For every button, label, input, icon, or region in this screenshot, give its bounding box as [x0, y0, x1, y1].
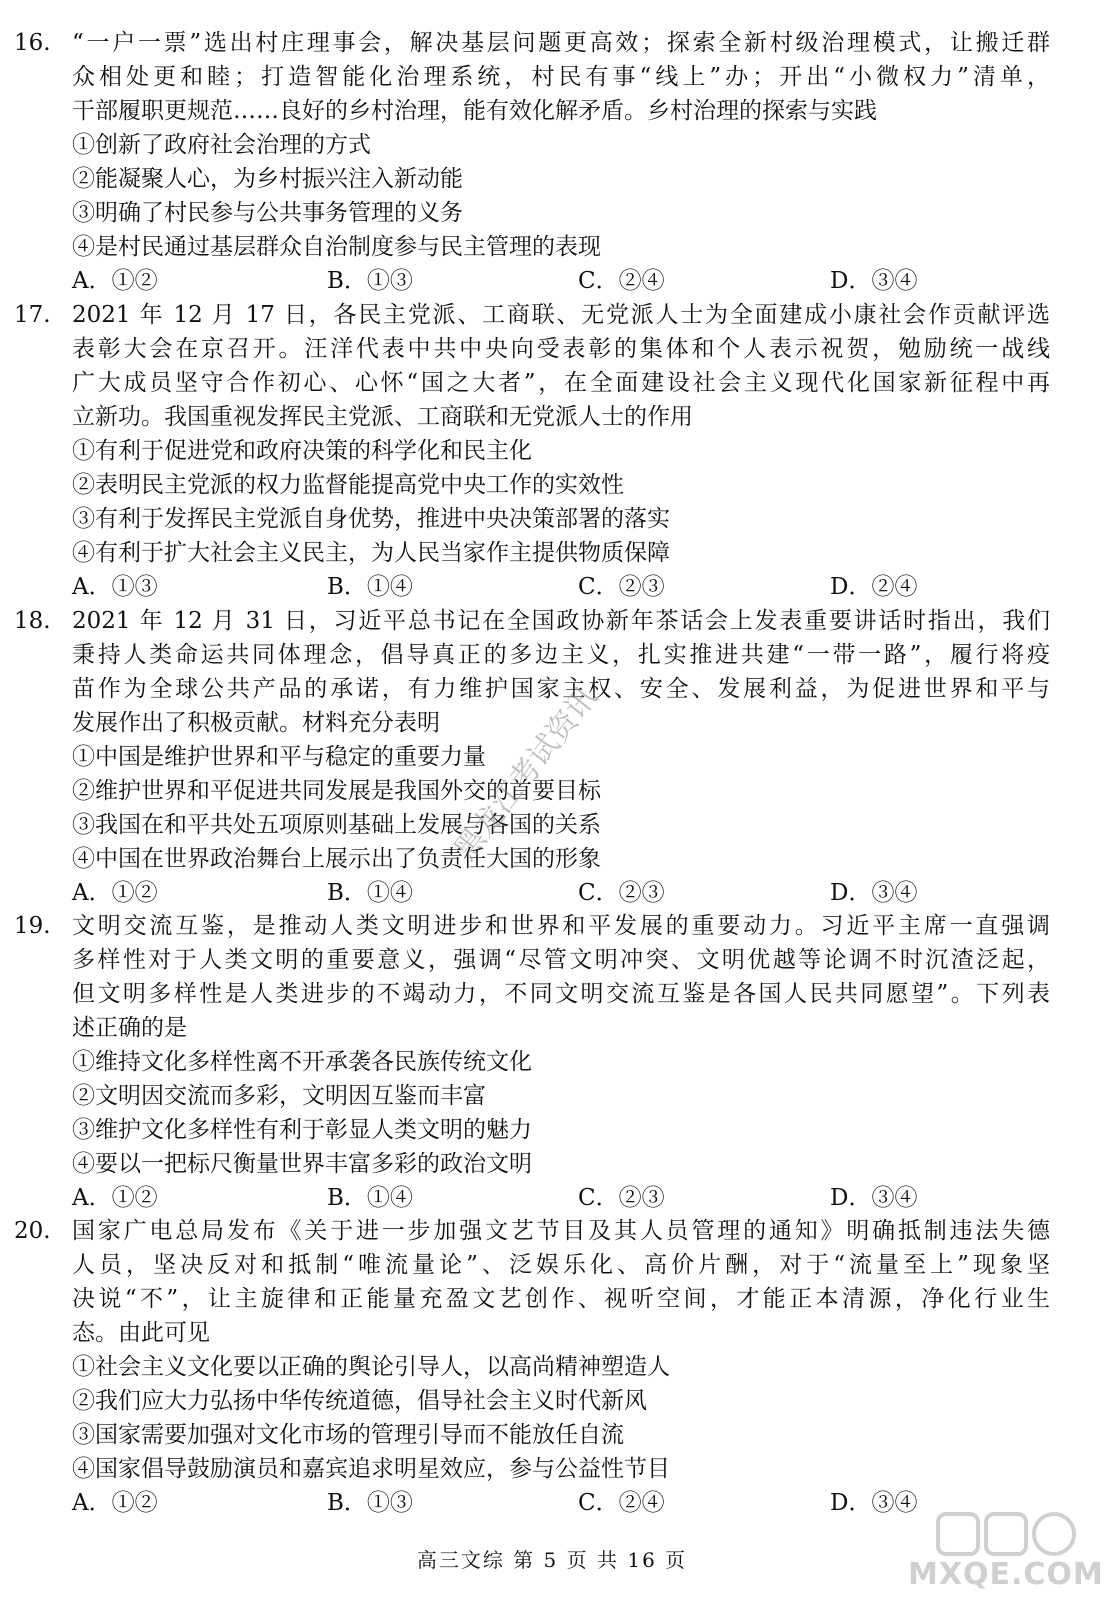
statement: ②我们应大力弘扬中华传统道德，倡导社会主义时代新风 [72, 1388, 647, 1414]
statement: ②表明民主党派的权力监督能提高党中央工作的实效性 [72, 472, 624, 498]
option-c: C．②③ [578, 880, 665, 906]
answer-options [72, 570, 1062, 604]
stem-line: 文明交流互鉴，是推动人类文明进步和世界和平发展的重要动力。习近平主席一直强调 [72, 913, 1050, 939]
watermark-text: 黑龙江考试资讯 [447, 680, 605, 868]
answer-options [72, 1181, 1062, 1215]
option-d: D．③④ [830, 268, 918, 294]
statement: ④有利于扩大社会主义民主，为人民当家作主提供物质保障 [72, 540, 670, 566]
stem-line: 述正确的是 [72, 1015, 187, 1041]
option-c: C．②④ [578, 1490, 665, 1516]
statement: ③我国在和平共处五项原则基础上发展与各国的关系 [72, 812, 601, 838]
question-stem [72, 1214, 1050, 1486]
statement: ①中国是维护世界和平与稳定的重要力量 [72, 744, 486, 770]
option-c: C．②③ [578, 574, 665, 600]
option-a: A．①② [72, 268, 158, 294]
answer-options [72, 1486, 1062, 1520]
option-c: C．②④ [578, 268, 665, 294]
statement: ④是村民通过基层群众自治制度参与民主管理的表现 [72, 234, 601, 260]
option-a: A．①③ [72, 574, 158, 600]
question-number: 18. [14, 608, 51, 634]
option-b: B．①④ [327, 574, 413, 600]
statement: ③国家需要加强对文化市场的管理引导而不能放任自流 [72, 1422, 624, 1448]
statement: ③有利于发挥民主党派自身优势，推进中央决策部署的落实 [72, 506, 670, 532]
stem-line: 多样性对于人类文明的重要意义，强调“尽管文明冲突、文明优越等论调不时沉渣泛起， [72, 947, 1050, 973]
statement: ③维护文化多样性有利于彰显人类文明的魅力 [72, 1117, 532, 1143]
statement: ①有利于促进党和政府决策的科学化和民主化 [72, 438, 532, 464]
option-c: C．②③ [578, 1185, 665, 1211]
statement: ②能凝聚人心，为乡村振兴注入新动能 [72, 166, 463, 192]
option-d: D．③④ [830, 1185, 918, 1211]
option-d: D．②④ [830, 574, 918, 600]
statement: ②文明因交流而多彩，文明因互鉴而丰富 [72, 1083, 486, 1109]
option-a: A．①② [72, 1490, 158, 1516]
stem-line: 干部履职更规范……良好的乡村治理，能有效化解矛盾。乡村治理的探索与实践 [72, 98, 877, 124]
question-number: 16. [14, 30, 51, 56]
stem-line: “一户一票”选出村庄理事会，解决基层问题更高效；探索全新村级治理模式，让搬迁群 [72, 30, 1050, 56]
option-a: A．①② [72, 880, 158, 906]
statement: ③明确了村民参与公共事务管理的义务 [72, 200, 463, 226]
statement: ①维持文化多样性离不开承袭各民族传统文化 [72, 1049, 532, 1075]
option-b: B．①③ [327, 268, 413, 294]
statement: ④中国在世界政治舞台上展示出了负责任大国的形象 [72, 846, 601, 872]
option-b: B．①④ [327, 880, 413, 906]
statement: ①社会主义文化要以正确的舆论引导人，以高尚精神塑造人 [72, 1354, 670, 1380]
stem-line: 众相处更和睦；打造智能化治理系统，村民有事“线上”办；开出“小微权力”清单， [72, 64, 1050, 90]
question-stem [72, 909, 1050, 1181]
question-number: 19. [14, 913, 51, 939]
option-d: D．③④ [830, 1490, 918, 1516]
statement: ④国家倡导鼓励演员和嘉宾追求明星效应，参与公益性节目 [72, 1456, 670, 1482]
question-stem [72, 604, 1050, 876]
statement: ④要以一把标尺衡量世界丰富多彩的政治文明 [72, 1151, 532, 1177]
question-number: 20. [14, 1218, 51, 1244]
stem-line: 苗作为全球公共产品的承诺，有力维护国家主权、安全、发展利益，为促进世界和平与 [72, 676, 1050, 702]
stem-line: 2021 年 12 月 17 日，各民主党派、工商联、无党派人士为全面建成小康社会作贡献评选 [72, 302, 1050, 328]
stem-line: 表彰大会在京召开。汪洋代表中共中央向受表彰的集体和个人表示祝贺，勉励统一战线 [72, 336, 1050, 362]
option-d: D．③④ [830, 880, 918, 906]
stem-line: 广大成员坚守合作初心、心怀“国之大者”，在全面建设社会主义现代化国家新征程中再 [72, 370, 1050, 396]
stem-line: 但文明多样性是人类进步的不竭动力，不同文明交流互鉴是各国人民共同愿望”。下列表 [72, 981, 1050, 1007]
option-a: A．①② [72, 1185, 158, 1211]
question-stem [72, 298, 1050, 570]
question-number: 17. [14, 302, 51, 328]
answer-options [72, 876, 1062, 910]
stem-line: 国家广电总局发布《关于进一步加强文艺节目及其人员管理的通知》明确抵制违法失德 [72, 1218, 1050, 1244]
question-stem [72, 26, 1050, 264]
logo-text: MXQE.COM [908, 1557, 1104, 1592]
option-b: B．①③ [327, 1490, 413, 1516]
stem-line: 决说“不”，让主旋律和正能量充盈文艺创作、视听空间，才能正本清源，净化行业生 [72, 1286, 1050, 1312]
page-footer: 高三文综 第 5 页 共 16 页 [416, 1548, 688, 1572]
stem-line: 立新功。我国重视发挥民主党派、工商联和无党派人士的作用 [72, 404, 693, 430]
statement: ②维护世界和平促进共同发展是我国外交的首要目标 [72, 778, 601, 804]
stem-line: 人员，坚决反对和抵制“唯流量论”、泛娱乐化、高价片酬，对于“流量至上”现象坚 [72, 1252, 1050, 1278]
statement: ①创新了政府社会治理的方式 [72, 132, 371, 158]
stem-line: 秉持人类命运共同体理念，倡导真正的多边主义，扎实推进共建“一带一路”，履行将疫 [72, 642, 1050, 668]
option-b: B．①④ [327, 1185, 413, 1211]
answer-options [72, 264, 1062, 298]
stem-line: 2021 年 12 月 31 日，习近平总书记在全国政协新年茶话会上发表重要讲话时指出，我们 [72, 608, 1050, 634]
stem-line: 态。由此可见 [72, 1320, 210, 1346]
stem-line: 发展作出了积极贡献。材料充分表明 [72, 710, 440, 736]
